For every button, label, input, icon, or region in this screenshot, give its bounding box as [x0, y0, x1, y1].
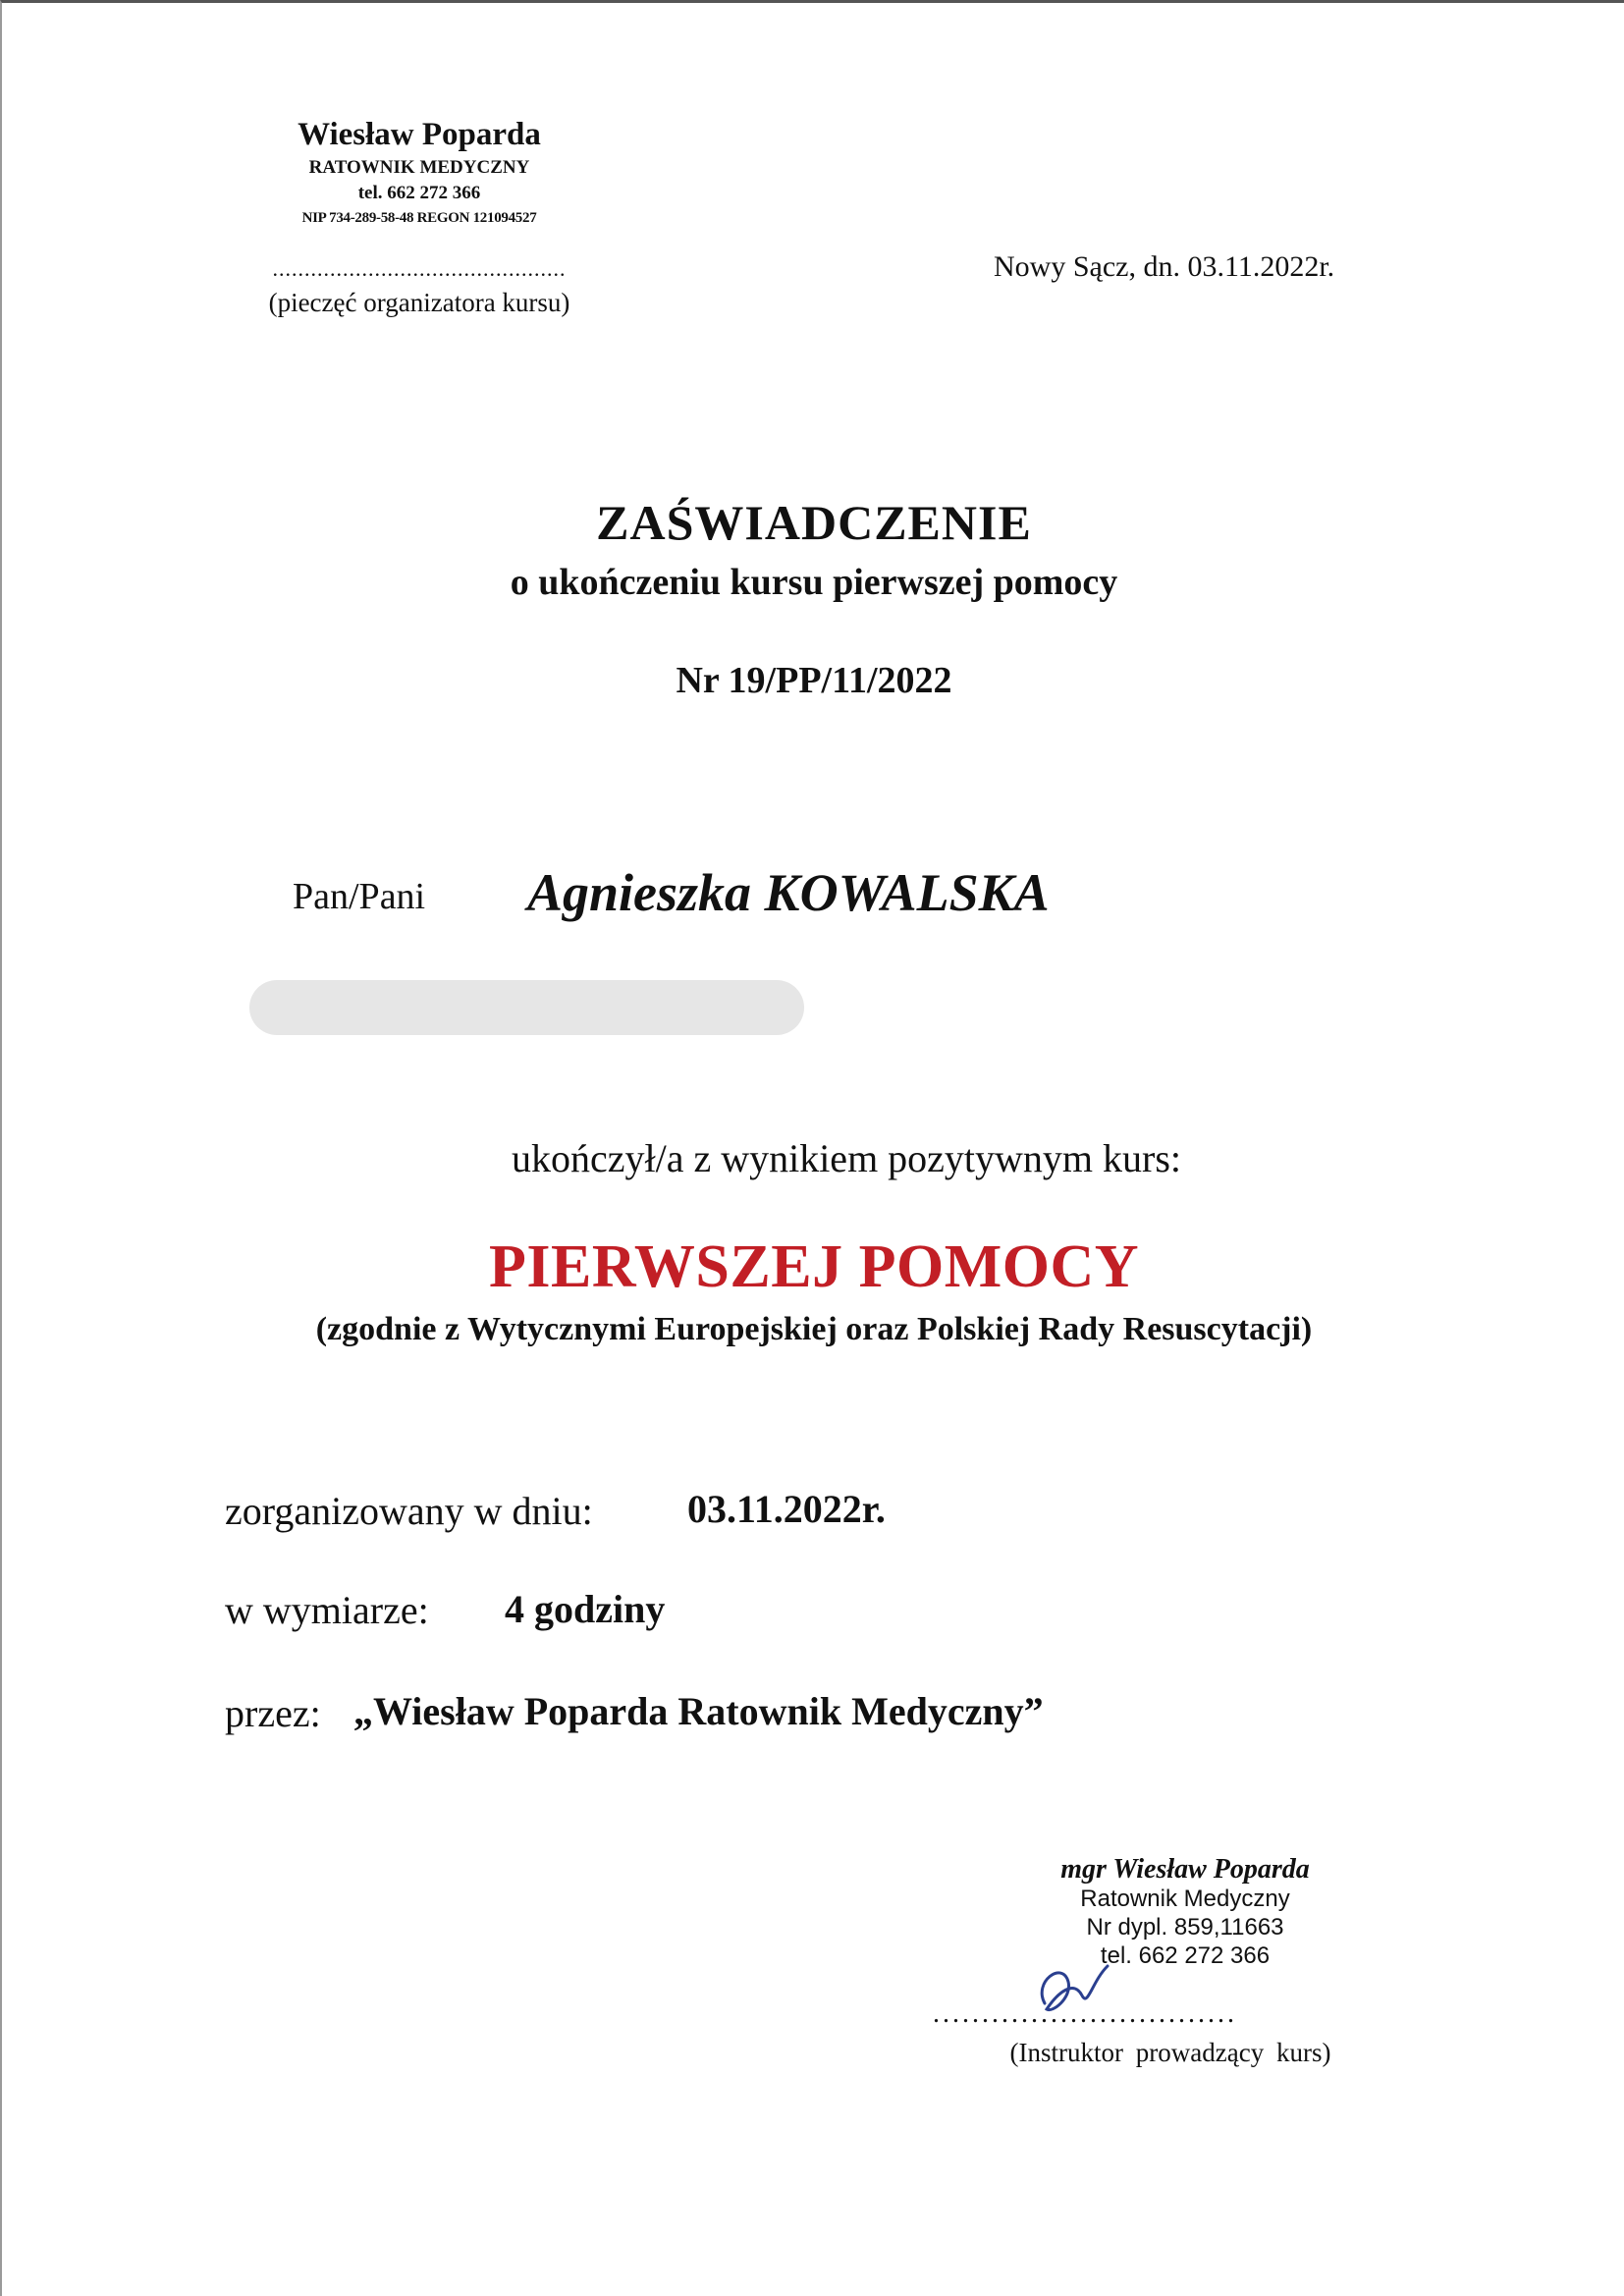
duration-label: w wymiarze: [225, 1588, 429, 1632]
recipient-label: Pan/Pani [293, 876, 426, 917]
completion-text: ukończył/a z wynikiem pozytywnym kurs: [511, 1136, 1182, 1180]
redacted-field [249, 980, 804, 1035]
organized-date: 03.11.2022r. [687, 1487, 886, 1531]
organizer-value: „Wiesław Poparda Ratownik Medyczny” [353, 1689, 1044, 1733]
organized-label: zorganizowany w dniu: [225, 1489, 593, 1533]
stamp-dotted-line: .............................................. [272, 256, 567, 281]
instructor-name: mgr Wiesław Poparda [1060, 1854, 1310, 1885]
document-subtitle: o ukończeniu kursu pierwszej pomocy [510, 562, 1118, 603]
signature-caption: (Instruktor prowadzący kurs) [1009, 2038, 1331, 2067]
duration-value: 4 godziny [505, 1587, 666, 1631]
organizer-phone: tel. 662 272 366 [357, 183, 481, 204]
place-date: Nowy Sącz, dn. 03.11.2022r. [994, 250, 1335, 283]
instructor-title: Ratownik Medyczny [1080, 1886, 1290, 1912]
stamp-caption: (pieczęć organizatora kursu) [268, 288, 570, 317]
recipient-name: Agnieszka KOWALSKA [527, 863, 1050, 922]
instructor-phone: tel. 662 272 366 [1100, 1941, 1271, 1969]
instructor-diploma: Nr dypl. 859,11663 [1086, 1913, 1284, 1941]
guidelines-note: (zgodnie z Wytycznymi Europejskiej oraz Polskiej Rady Resuscytacji) [315, 1311, 1313, 1347]
organizer-title: RATOWNIK MEDYCZNY [308, 156, 530, 178]
document-title: ZAŚWIADCZENIE [596, 495, 1032, 550]
organizer-ids: NIP 734-289-58-48 REGON 121094527 [301, 209, 537, 226]
certificate-number: Nr 19/PP/11/2022 [676, 660, 952, 701]
course-name: PIERWSZEJ POMOCY [488, 1233, 1140, 1300]
organizer-stamp [228, 116, 611, 229]
organizer-name: Wiesław Poparda [298, 117, 541, 152]
organizer-label: przez: [225, 1691, 321, 1735]
signature-dotted-line: ............................... [933, 1998, 1237, 2029]
